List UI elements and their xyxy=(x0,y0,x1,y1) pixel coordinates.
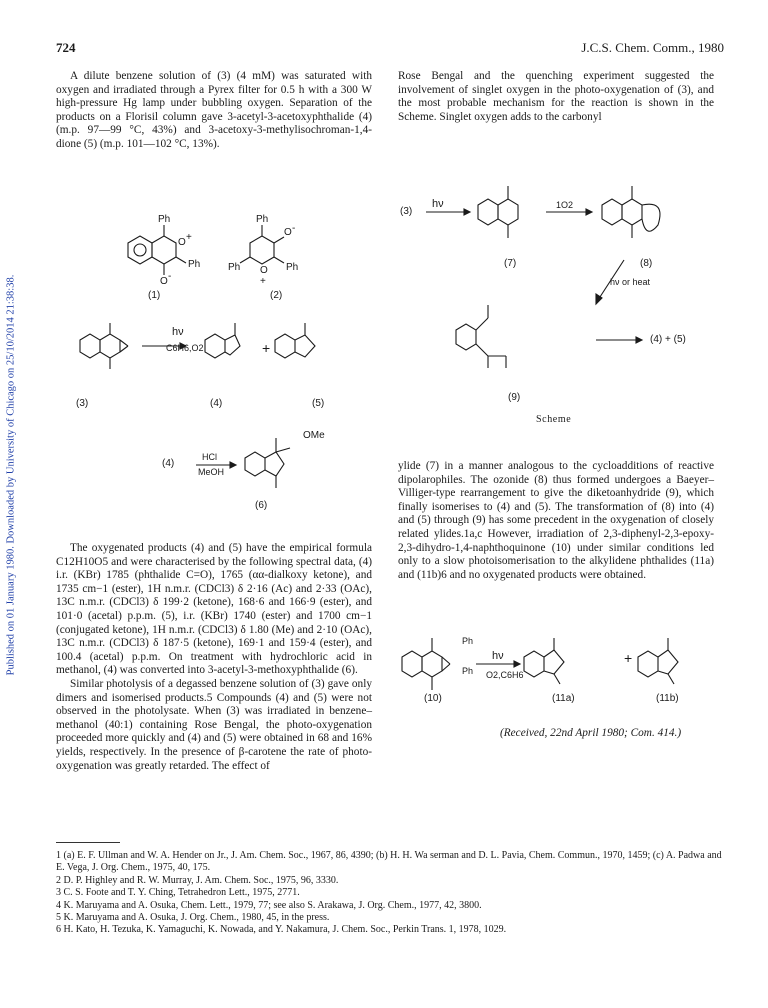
references xyxy=(56,850,726,937)
svg-text:Ph: Ph xyxy=(188,259,201,270)
footnote-rule xyxy=(56,842,120,843)
label-3-scheme: (3) xyxy=(400,206,413,217)
svg-text:Ph: Ph xyxy=(286,262,299,273)
singlet-oxygen-label: 1O2 xyxy=(556,200,574,210)
watermark-text: Published on 01 January 1980. Downloaded by University of Chicago on 25/10/2014 21:38:38. xyxy=(5,274,17,676)
hv-or-heat-label: hν or heat xyxy=(610,277,651,287)
hv-label-3: hν xyxy=(492,650,504,662)
page-number: 724 xyxy=(56,40,76,55)
svg-text:O: O xyxy=(178,237,186,248)
label-10: (10) xyxy=(424,693,442,704)
right-column-intro xyxy=(398,70,714,124)
scheme-caption: Scheme xyxy=(536,414,572,425)
paragraph-ylide: ylide (7) in a manner analogous to the cycloadditions of reactive dipolarophiles. The ozonide (8) thus formed undergoes a Baeyer–Villiger-type rearrangement to give the diketoanhydride (9), which finally isomerises to (4) and (5). The transformation of (8) into (4) and (5) through (9) has some precedent in the oxygenation of closely related ylides.1a,c However, irradiation of 2,3-diphenyl-2,3-epoxy-2,3-dihydro-1,4-naphthoquinone (10) under similar conditions led only to a slow photoisomerisation to the alkylidene phthalides (11a) and (11b)6 and no oxygenated products were obtained. xyxy=(398,460,714,581)
meoh-label: MeOH xyxy=(198,467,225,477)
label-6: (6) xyxy=(255,500,268,511)
svg-text:Ph: Ph xyxy=(228,262,241,273)
svg-text:O: O xyxy=(160,276,168,287)
ph-label-1: Ph xyxy=(462,636,474,646)
svg-text:+: + xyxy=(260,276,266,287)
received-date: (Received, 22nd April 1980; Com. 414.) xyxy=(500,727,682,739)
left-column-intro xyxy=(56,70,372,152)
paragraph-rose-bengal: Rose Bengal and the quenching experiment suggested the involvement of singlet oxygen in the photo-oxygenation of (3), and the most probable mechanism for the reaction is shown in the Scheme. Singlet oxygen adds to the carbonyl xyxy=(398,70,714,123)
paragraph-spectral: The oxygenated products (4) and (5) have the empirical formula C12H10O5 and were characterised by the following spectral data, (4) i.r. (KBr) 1785 (phthalide C=O), 1765 (αα-dialkoxy ketone), and 1735 cm−1 (ester), 1H n.m.r. (CDCl3) δ 2·16 (Ac) and 2·33 (OAc), 13C n.m.r. (CDCl3) δ 199·2 (ketone), 168·6 and 166·9 (ester), and 101·0 (acetal) p.p.m. (5), i.r. (KBr) 1740 (ester) and 1700 cm−1 (conjugated ketone), 1H n.m.r. (CDCl3) δ 1.80 (Me) and 2·10 (OAc), 13C n.m.r. (CDCl3) δ 187·5 (ketone), 169·1 and 159·4 (ester), and 100.4 (acetal) p.p.m. On treatment with hydrochloric acid in methanol, (4) was converted into 3-acetyl-3-methoxyphthalide (6). xyxy=(56,542,372,677)
reference-5: 5 K. Maruyama and A. Osuka, J. Org. Chem., 1980, 45, in the press. xyxy=(56,912,330,924)
label-1: (1) xyxy=(148,290,161,301)
reference-1: 1 (a) E. F. Ullman and W. A. Hender on Jr., J. Am. Chem. Soc., 1967, 86, 4390; (b) H. H. Wa serman and D. L. Pavia, Chem. Commun., 1970, 1459; (c) A. Padwa and E. Vega, J. Org. Chem., 1975, 40, 175. xyxy=(56,850,722,874)
paragraph-photolysis: Similar photolysis of a degassed benzene solution of (3) gave only dimers and isomerised products.5 Compounds (4) and (5) were not observed in the photolysate. When (3) was irradiated in benzene–methanol (40:1) containing Rose Bengal, the photo-oxygenation proceeded more quickly and (4) and (5) were obtained in 68 and 16% yields, respectively. In the presence of β-carotene the rate of photo-oxygenation was greatly retarded. The effect of xyxy=(56,677,372,772)
svg-text:Ph: Ph xyxy=(158,214,171,225)
structures-1-2 xyxy=(100,205,300,300)
reference-6: 6 H. Kato, H. Tezuka, K. Yamaguchi, K. Nowada, and Y. Nakamura, J. Chem. Soc., Perkin Trans. 1, 1978, 1029. xyxy=(56,924,507,936)
label-8: (8) xyxy=(640,258,653,269)
left-column-body xyxy=(56,542,372,773)
svg-text:-: - xyxy=(168,271,172,282)
label-11b: (11b) xyxy=(656,693,679,704)
reference-4: 4 K. Maruyama and A. Osuka, Chem. Lett., 1979, 77; see also S. Arakawa, J. Org. Chem., 1977, 42, 3800. xyxy=(56,899,482,911)
hcl-label: HCl xyxy=(202,452,217,462)
label-4-reactant: (4) xyxy=(162,458,175,469)
products-4-5-label: (4) + (5) xyxy=(650,334,686,345)
download-watermark xyxy=(0,150,22,800)
o2c6h6-label: O2,C6H6 xyxy=(486,670,524,680)
hv-label-2: hν xyxy=(432,198,444,210)
journal-header: J.C.S. Chem. Comm., 1980 xyxy=(581,40,724,55)
label-4: (4) xyxy=(210,398,223,409)
label-9: (9) xyxy=(508,392,521,403)
hv-label-1: hν xyxy=(172,326,184,338)
ome-label: OMe xyxy=(303,430,325,441)
right-column-body xyxy=(398,460,714,582)
svg-text:O: O xyxy=(284,227,292,238)
label-3: (3) xyxy=(76,398,89,409)
svg-text:O: O xyxy=(260,265,268,276)
ph-label-2: Ph xyxy=(462,666,474,676)
svg-text:Ph: Ph xyxy=(256,214,269,225)
plus-sign-1: + xyxy=(262,340,271,356)
svg-text:-: - xyxy=(292,223,296,234)
reaction-3-to-4-5 xyxy=(70,305,380,395)
c6h6o2-label: C6H6,O2 xyxy=(166,343,204,353)
paragraph-intro: A dilute benzene solution of (3) (4 mM) was saturated with oxygen and irradiated through a Pyrex filter for 0.5 h with a 300 W high-pressure Hg lamp under bubbling oxygen. Separation of the products on a Florisil column gave 3-acetyl-3-acetoxyphthalide (4) (m.p. 97—99 °C, 43%) and 3-acetoxy-3-methylisochroman-1,4-dione (5) (m.p. 101—102 °C, 13%). xyxy=(56,70,372,150)
label-7: (7) xyxy=(504,258,517,269)
reference-2: 2 D. P. Highley and R. W. Murray, J. Am. Chem. Soc., 1975, 96, 3330. xyxy=(56,874,339,886)
label-11a: (11a) xyxy=(552,693,575,704)
label-2: (2) xyxy=(270,290,283,301)
plus-sign-2: + xyxy=(624,650,633,666)
label-5: (5) xyxy=(312,398,325,409)
reference-3: 3 C. S. Foote and T. Y. Ching, Tetrahedron Lett., 1975, 2771. xyxy=(56,887,300,899)
svg-text:+: + xyxy=(186,232,192,243)
